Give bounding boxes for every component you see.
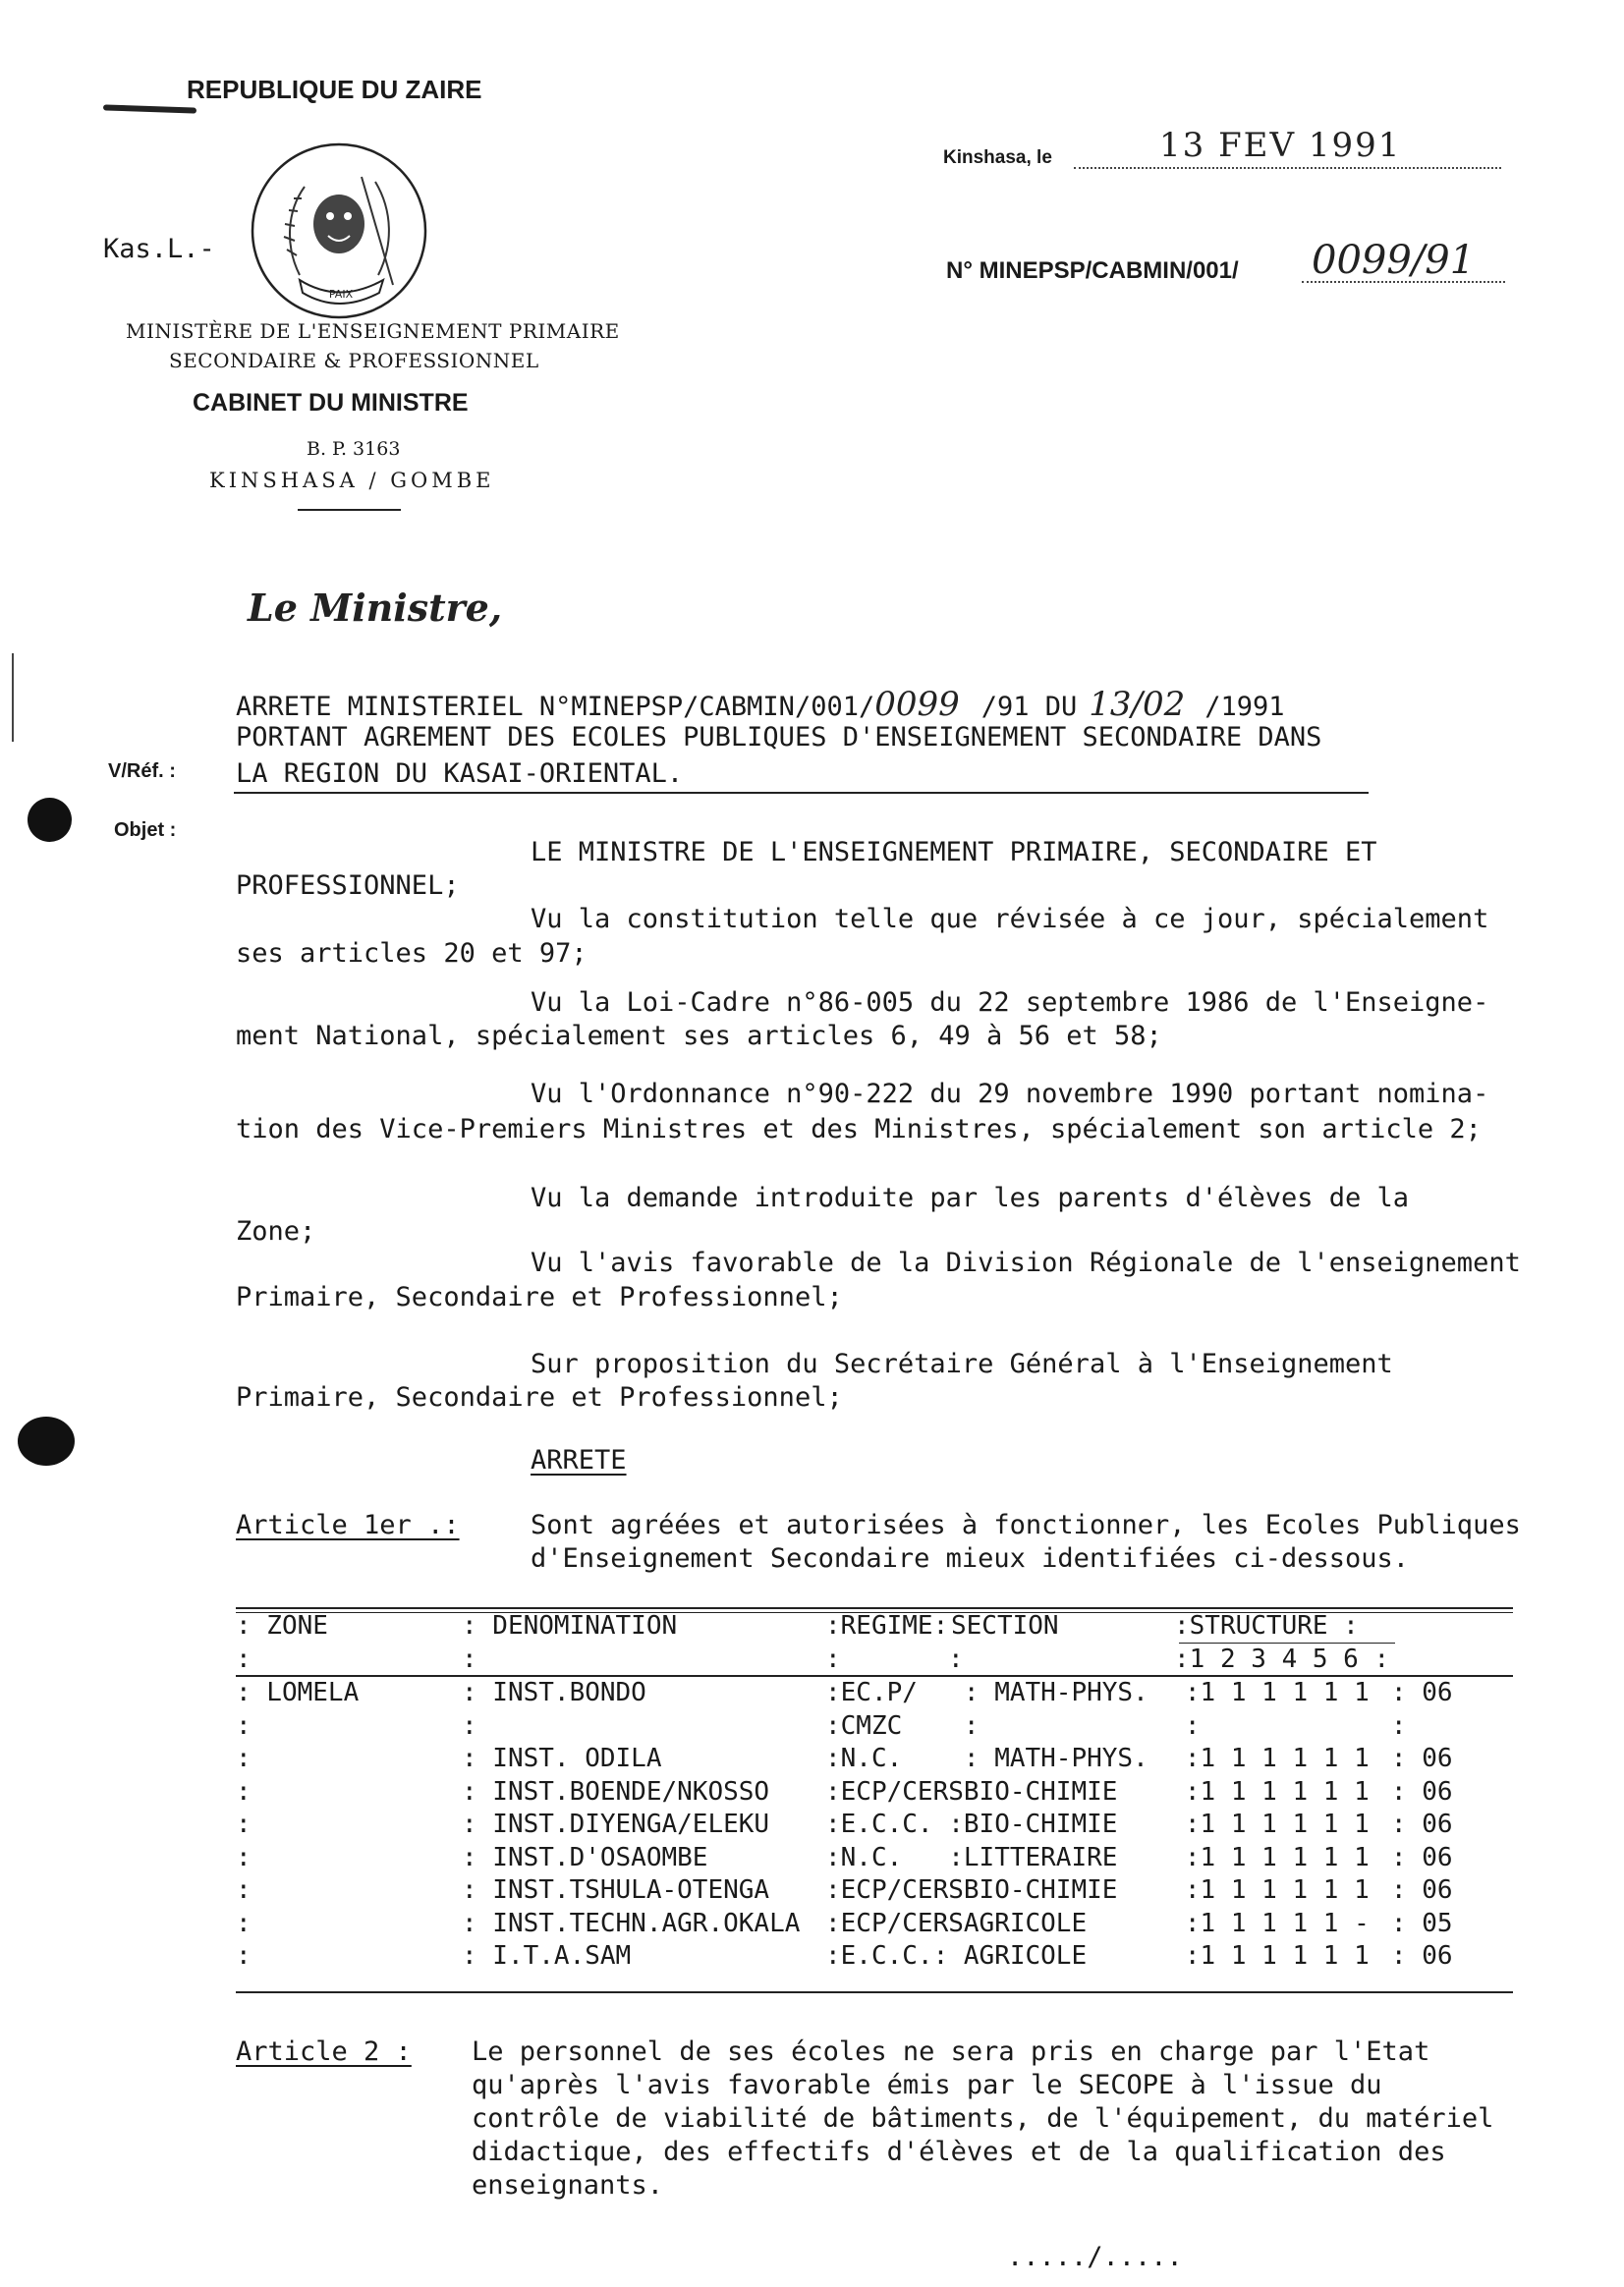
cell-regime: :N.C. :	[825, 1842, 964, 1872]
letterhead-divider	[298, 509, 401, 511]
cell-total: : 06	[1390, 1842, 1453, 1872]
table-row	[236, 1744, 1499, 1777]
table-header-structure: :STRUCTURE :	[1174, 1611, 1359, 1641]
cell-zone: :	[236, 1908, 252, 1938]
seal-motto: PAIX	[328, 288, 354, 301]
city-address: KINSHASA / GOMBE	[209, 469, 495, 492]
cell-regime: :EC.P/	[825, 1678, 918, 1707]
table-subheader-zone: :	[236, 1645, 252, 1674]
article-2-line-5: enseignants.	[472, 2170, 664, 2201]
table-top-rule	[236, 1607, 1513, 1609]
cell-structure: :1 1 1 1 1 1	[1184, 1678, 1370, 1707]
cell-zone: : LOMELA	[236, 1678, 360, 1707]
cell-total: : 06	[1390, 1810, 1453, 1839]
cell-total: :	[1390, 1710, 1407, 1741]
cell-denomination: : INST.BONDO	[462, 1678, 646, 1707]
cell-section: AGRICOLE	[963, 1908, 1088, 1938]
preamble-3-rest: ment National, spécialement ses articles 6, 49 à 56 et 58;	[236, 1021, 1162, 1051]
table-subheader-section: :	[948, 1645, 964, 1674]
article-1-line-1: Sont agréées et autorisées à fonctionner, les Ecoles Publiques	[531, 1510, 1521, 1540]
cell-denomination: : INST.TSHULA-OTENGA	[462, 1875, 770, 1905]
reference-number-handwritten: 0099/91	[1312, 238, 1476, 283]
ministry-line-1: MINISTÈRE DE L'ENSEIGNEMENT PRIMAIRE	[126, 319, 620, 343]
table-row	[236, 1810, 1499, 1843]
coat-of-arms-seal	[246, 138, 432, 328]
decree-title-line-3: LA REGION DU KASAI-ORIENTAL.	[236, 758, 684, 789]
cell-zone: :	[236, 1710, 252, 1741]
structure-subrule	[1179, 1643, 1395, 1644]
cell-total: : 06	[1390, 1941, 1453, 1971]
table-row	[236, 1875, 1499, 1909]
cell-total: : 06	[1390, 1776, 1453, 1807]
article-2-label: Article 2 :	[236, 2036, 412, 2067]
article-2-line-1: Le personnel de ses écoles ne sera pris en charge par l'Etat	[472, 2036, 1430, 2067]
table-header-zone: : ZONE	[236, 1611, 328, 1641]
punch-hole-1	[28, 798, 72, 842]
preamble-7-first: Sur proposition du Secrétaire Général à l'Enseignement	[531, 1349, 1393, 1379]
cell-regime: :N.C.	[825, 1744, 903, 1773]
preamble-5-rest: Zone;	[236, 1216, 316, 1247]
objet-label: Objet :	[114, 819, 177, 841]
cell-zone: :	[236, 1941, 252, 1971]
table-row	[236, 1777, 1499, 1811]
cell-regime: :E.C.C.:	[825, 1941, 949, 1971]
cell-total: : 06	[1390, 1744, 1453, 1773]
cell-section: LITTERAIRE	[963, 1842, 1118, 1872]
cell-zone: :	[236, 1744, 252, 1773]
cell-zone: :	[236, 1842, 252, 1872]
decree-date-handwritten: 13/02	[1089, 685, 1186, 724]
cell-structure: :1 1 1 1 1 -	[1184, 1908, 1370, 1938]
preamble-7-rest: Primaire, Secondaire et Professionnel;	[236, 1382, 843, 1413]
handwritten-mark	[103, 104, 196, 113]
leopard-seal-icon	[246, 138, 432, 324]
dateline-prefix: Kinshasa, le	[943, 147, 1052, 168]
cell-regime: :ECP/CERS	[825, 1875, 964, 1905]
continuation-marker: ...../.....	[1007, 2242, 1183, 2272]
decision-heading: ARRETE	[531, 1445, 627, 1476]
table-header-section: SECTION	[951, 1611, 1059, 1641]
cell-regime: :CMZC	[825, 1710, 903, 1741]
cell-section: BIO-CHIMIE	[963, 1776, 1118, 1807]
cell-section: AGRICOLE	[963, 1941, 1088, 1971]
objet-underline	[234, 792, 1369, 794]
decree-title-mid: /91 DU	[980, 692, 1078, 722]
cabinet-title: CABINET DU MINISTRE	[193, 389, 469, 417]
cell-structure: :1 1 1 1 1 1	[1184, 1776, 1370, 1807]
signatory-heading: Le Ministre,	[248, 586, 503, 630]
table-header-denomination: : DENOMINATION	[462, 1611, 678, 1641]
cell-section: BIO-CHIMIE	[963, 1810, 1118, 1839]
preamble-1-rest: PROFESSIONNEL;	[236, 870, 460, 901]
article-2-line-4: didactique, des effectifs d'élèves et de la qualification des	[472, 2137, 1446, 2167]
reference-prefix: N° MINEPSP/CABMIN/001/	[946, 257, 1239, 284]
cell-section: BIO-CHIMIE	[963, 1875, 1118, 1905]
decree-title-year: /1991	[1204, 692, 1285, 722]
cell-denomination: : INST.TECHN.AGR.OKALA	[462, 1908, 801, 1938]
preamble-6-first: Vu l'avis favorable de la Division Régionale de l'enseignement	[531, 1248, 1521, 1278]
cell-regime: :ECP/CERS	[825, 1908, 964, 1938]
cell-structure: :1 1 1 1 1 1	[1184, 1875, 1370, 1905]
decree-title-line-2: PORTANT AGREMENT DES ECOLES PUBLIQUES D'ENSEIGNEMENT SECONDAIRE DANS	[236, 722, 1322, 753]
table-subheader-denomination: :	[462, 1645, 477, 1674]
cell-denomination: : INST.D'OSAOMBE	[462, 1842, 708, 1872]
table-row	[236, 1909, 1499, 1942]
cell-structure: :1 1 1 1 1 1	[1184, 1842, 1370, 1872]
punch-hole-2	[18, 1417, 75, 1466]
vref-label: V/Réf. :	[108, 760, 176, 782]
cell-zone: :	[236, 1776, 252, 1807]
cell-total: : 06	[1390, 1678, 1453, 1707]
preamble-5-first: Vu la demande introduite par les parents d'élèves de la	[531, 1183, 1410, 1213]
cell-denomination: :	[462, 1710, 477, 1741]
date-dotted-line	[1074, 167, 1501, 169]
cell-denomination: : I.T.A.SAM	[462, 1941, 632, 1971]
preamble-2-rest: ses articles 20 et 97;	[236, 938, 588, 969]
decree-title-line-1	[236, 685, 1285, 724]
cell-structure: :1 1 1 1 1 1	[1184, 1744, 1370, 1773]
table-header-regime: :REGIME:	[825, 1611, 949, 1641]
preamble-6-rest: Primaire, Secondaire et Professionnel;	[236, 1282, 843, 1312]
preamble-3-first: Vu la Loi-Cadre n°86-005 du 22 septembre 1986 de l'Enseigne-	[531, 987, 1489, 1018]
cell-section: :	[963, 1710, 980, 1741]
ministry-line-2: SECONDAIRE & PROFESSIONNEL	[169, 349, 539, 372]
cell-total: : 05	[1390, 1908, 1453, 1938]
table-row	[236, 1843, 1499, 1876]
cell-zone: :	[236, 1810, 252, 1839]
cell-structure: :1 1 1 1 1 1	[1184, 1810, 1370, 1839]
postal-box: B. P. 3163	[307, 438, 401, 460]
table-header-rule	[236, 1675, 1513, 1677]
cell-denomination: : INST.DIYENGA/ELEKU	[462, 1810, 770, 1839]
table-row	[236, 1941, 1499, 1975]
cell-structure: :	[1184, 1710, 1201, 1741]
table-row	[236, 1678, 1499, 1711]
article-1-line-2: d'Enseignement Secondaire mieux identifiées ci-dessous.	[531, 1543, 1410, 1574]
article-1-label: Article 1er .:	[236, 1510, 460, 1540]
cell-denomination: : INST. ODILA	[462, 1744, 662, 1773]
cell-regime: :ECP/CERS	[825, 1776, 964, 1807]
cell-section: : MATH-PHYS.	[963, 1744, 1148, 1773]
cell-section: : MATH-PHYS.	[963, 1678, 1148, 1707]
preamble-4-first: Vu l'Ordonnance n°90-222 du 29 novembre 1990 portant nomina-	[531, 1079, 1489, 1109]
typist-initials: Kas.L.-	[103, 234, 215, 264]
cell-zone: :	[236, 1875, 252, 1905]
table-subheader-years: :1 2 3 4 5 6 :	[1174, 1645, 1390, 1674]
decree-number-handwritten: 0099	[874, 685, 960, 724]
cell-regime: :E.C.C. :	[825, 1810, 964, 1839]
cell-structure: :1 1 1 1 1 1	[1184, 1941, 1370, 1971]
table-subheader-regime: :	[825, 1645, 841, 1674]
date-stamp: 13 FEV 1991	[1159, 126, 1402, 165]
preamble-2-first: Vu la constitution telle que révisée à ce jour, spécialement	[531, 904, 1489, 934]
table-bottom-rule	[236, 1991, 1513, 1993]
cell-denomination: : INST.BOENDE/NKOSSO	[462, 1776, 770, 1807]
table-row	[236, 1711, 1499, 1745]
article-2-line-2: qu'après l'avis favorable émis par le SECOPE à l'issue du	[472, 2070, 1382, 2100]
article-2-line-3: contrôle de viabilité de bâtiments, de l'équipement, du matériel	[472, 2103, 1494, 2134]
preamble-1-first: LE MINISTRE DE L'ENSEIGNEMENT PRIMAIRE, SECONDAIRE ET	[531, 837, 1377, 867]
decree-title-prefix: ARRETE MINISTERIEL N°MINEPSP/CABMIN/001/	[236, 692, 875, 722]
preamble-4-rest: tion des Vice-Premiers Ministres et des Ministres, spécialement son article 2;	[236, 1114, 1482, 1144]
schools-table	[236, 1678, 1499, 1975]
country-name: REPUBLIQUE DU ZAIRE	[187, 75, 482, 104]
margin-bracket-mark	[12, 653, 20, 742]
cell-total: : 06	[1390, 1875, 1453, 1905]
